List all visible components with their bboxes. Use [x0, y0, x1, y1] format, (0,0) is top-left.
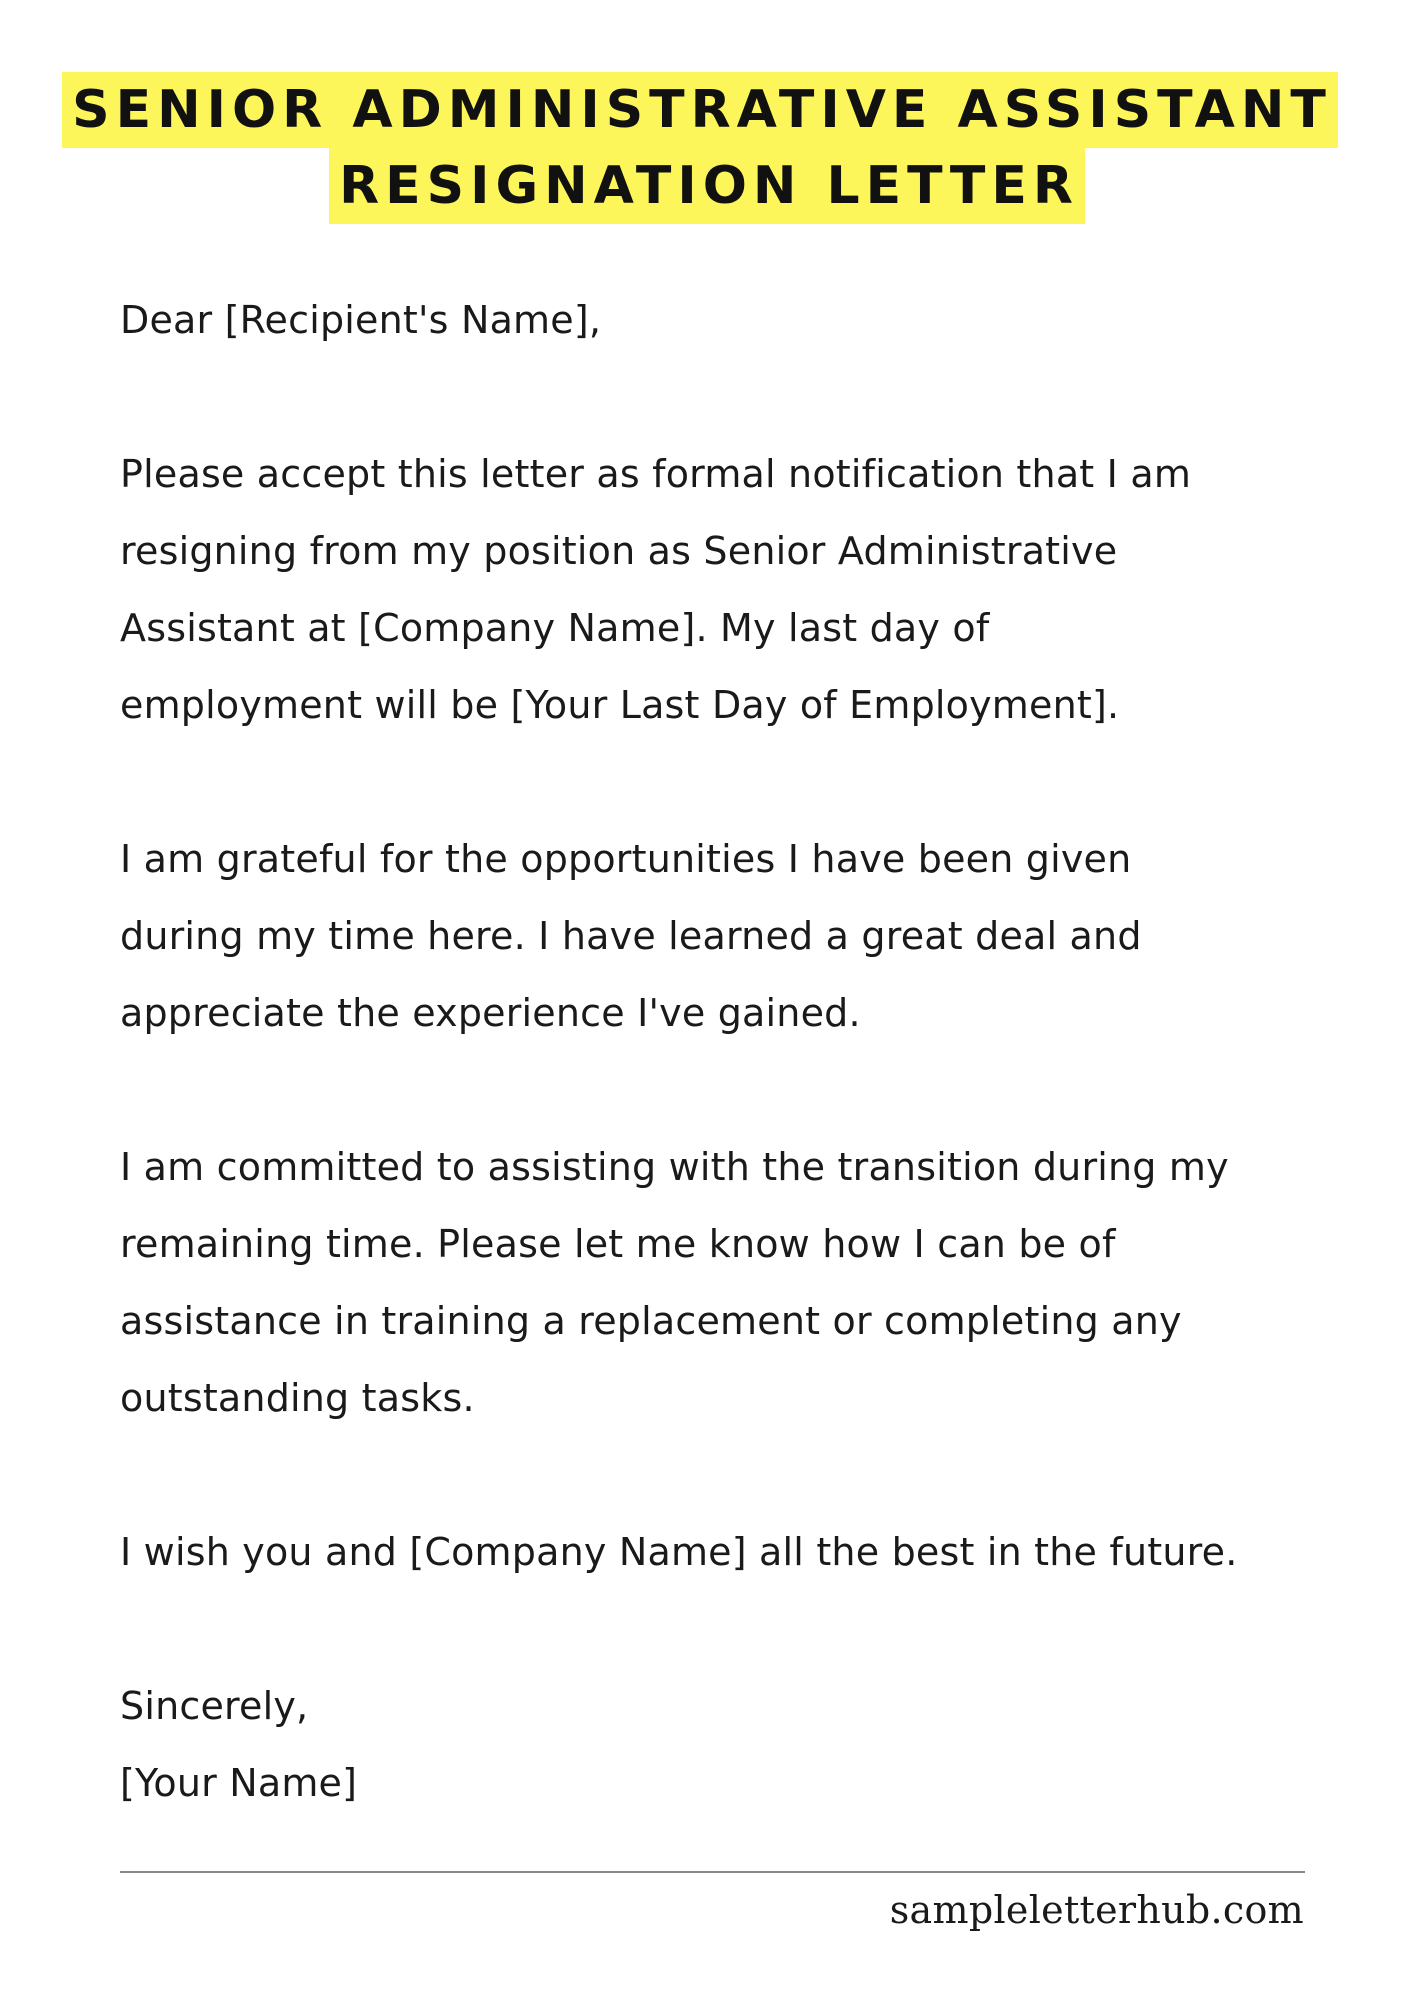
greeting: Dear [Recipient's Name],: [120, 298, 602, 342]
paragraph-line: employment will be [Your Last Day of Employment].: [120, 683, 1120, 727]
paragraph-1: [120, 436, 1370, 744]
paragraph-line: outstanding tasks.: [120, 1376, 475, 1420]
paragraph-line: assistance in training a replacement or completing any: [120, 1299, 1182, 1343]
paragraph-line: Assistant at [Company Name]. My last day of: [120, 606, 990, 650]
paragraph-line: I wish you and [Company Name] all the best in the future.: [120, 1530, 1238, 1574]
paragraph-line: Please accept this letter as formal notification that I am: [120, 452, 1192, 496]
paragraph-line: during my time here. I have learned a great deal and: [120, 914, 1142, 958]
closing: Sincerely,: [120, 1684, 309, 1728]
footer-divider: [120, 1871, 1305, 1873]
title-line-1: SENIOR ADMINISTRATIVE ASSISTANT: [62, 72, 1338, 148]
paragraph-line: remaining time. Please let me know how I can be of: [120, 1222, 1116, 1266]
title-line-2: RESIGNATION LETTER: [329, 148, 1085, 224]
paragraph-4: [120, 1514, 1370, 1591]
letter-body: [120, 282, 1370, 1822]
paragraph-2: [120, 821, 1370, 1052]
signature-name: [Your Name]: [120, 1761, 358, 1805]
paragraph-line: I am grateful for the opportunities I have been given: [120, 837, 1132, 881]
letter-title: [0, 72, 1414, 224]
paragraph-line: appreciate the experience I've gained.: [120, 991, 861, 1035]
footer-site-url: sampleletterhub.com: [889, 1888, 1304, 1932]
paragraph-3: [120, 1129, 1370, 1437]
paragraph-line: resigning from my position as Senior Administrative: [120, 529, 1118, 573]
paragraph-line: I am committed to assisting with the transition during my: [120, 1145, 1229, 1189]
